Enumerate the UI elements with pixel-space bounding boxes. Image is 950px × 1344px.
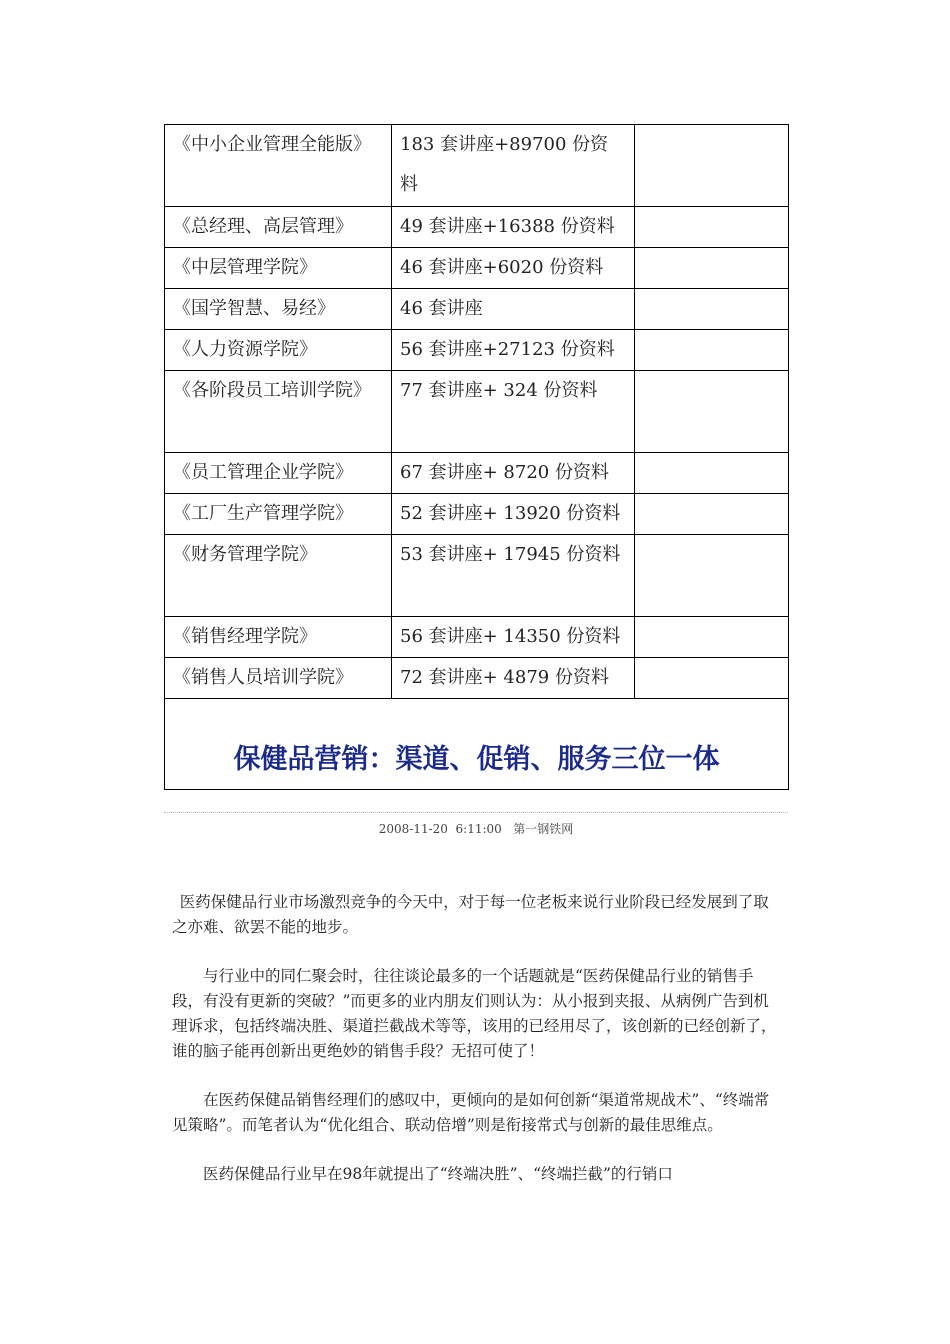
- course-table: [164, 124, 789, 790]
- article-paragraph: 在医药保健品销售经理们的感叹中，更倾向的是如何创新“渠道常规战术”、“终端常见策略”。而笔者认为“优化组合、联动倍增”则是衔接常式与创新的最佳思维点。: [172, 1091, 770, 1134]
- course-name-cell: 《中小企业管理全能版》: [165, 125, 392, 207]
- table-row: [165, 453, 789, 494]
- course-note-cell: [635, 453, 789, 494]
- headline-row: [165, 699, 789, 790]
- course-content-cell: 183 套讲座+89700 份资料: [392, 125, 635, 207]
- table-row: [165, 207, 789, 248]
- course-name-cell: 《销售人员培训学院》: [165, 658, 392, 699]
- course-name-cell: 《中层管理学院》: [165, 248, 392, 289]
- course-note-cell: [635, 207, 789, 248]
- course-name-cell: 《员工管理企业学院》: [165, 453, 392, 494]
- divider: [164, 812, 788, 813]
- course-content-cell: 56 套讲座+ 14350 份资料: [392, 617, 635, 658]
- article-paragraph: 医药保健品行业早在98年就提出了“终端决胜”、“终端拦截”的行销口: [203, 1165, 673, 1183]
- course-note-cell: [635, 658, 789, 699]
- article-meta: 2008-11-20 6:11:00 第一钢铁网: [378, 822, 574, 836]
- article-body: [172, 890, 780, 1211]
- course-name-cell: 《总经理、高层管理》: [165, 207, 392, 248]
- table-row: [165, 617, 789, 658]
- course-name-cell: 《人力资源学院》: [165, 330, 392, 371]
- course-content-cell: 46 套讲座+6020 份资料: [392, 248, 635, 289]
- table-row: [165, 535, 789, 617]
- course-note-cell: [635, 371, 789, 453]
- article-headline: 保健品营销：渠道、促销、服务三位一体: [233, 744, 720, 775]
- course-content-cell: 56 套讲座+27123 份资料: [392, 330, 635, 371]
- course-note-cell: [635, 330, 789, 371]
- table-row: [165, 289, 789, 330]
- course-note-cell: [635, 535, 789, 617]
- table-row: [165, 494, 789, 535]
- course-name-cell: 《财务管理学院》: [165, 535, 392, 617]
- course-name-cell: 《销售经理学院》: [165, 617, 392, 658]
- course-content-cell: 72 套讲座+ 4879 份资料: [392, 658, 635, 699]
- course-content-cell: 46 套讲座: [392, 289, 635, 330]
- course-content-cell: 49 套讲座+16388 份资料: [392, 207, 635, 248]
- article-paragraph: 与行业中的同仁聚会时，往往谈论最多的一个话题就是“医药保健品行业的销售手段，有没有更新的突破？”而更多的业内朋友们则认为：从小报到夹报、从病例广告到机理诉求，包括终端决胜、渠道拦截战术等等，该用的已经用尽了，该创新的已经创新了，谁的脑子能再创新出更绝妙的销售手段？无招可使了！: [172, 967, 777, 1060]
- article-paragraph: 医药保健品行业市场激烈竞争的今天中，对于每一位老板来说行业阶段已经发展到了取之亦难、欲罢不能的地步。: [172, 893, 769, 936]
- table-row: [165, 248, 789, 289]
- course-content-cell: 77 套讲座+ 324 份资料: [392, 371, 635, 453]
- course-content-cell: 53 套讲座+ 17945 份资料: [392, 535, 635, 617]
- course-note-cell: [635, 248, 789, 289]
- course-content-cell: 52 套讲座+ 13920 份资料: [392, 494, 635, 535]
- course-note-cell: [635, 617, 789, 658]
- table-row: [165, 371, 789, 453]
- course-name-cell: 《国学智慧、易经》: [165, 289, 392, 330]
- course-name-cell: 《工厂生产管理学院》: [165, 494, 392, 535]
- course-note-cell: [635, 289, 789, 330]
- course-content-cell: 67 套讲座+ 8720 份资料: [392, 453, 635, 494]
- headline-cell: [165, 699, 789, 790]
- course-note-cell: [635, 125, 789, 207]
- table-row: [165, 330, 789, 371]
- table-row: [165, 125, 789, 207]
- course-note-cell: [635, 494, 789, 535]
- course-name-cell: 《各阶段员工培训学院》: [165, 371, 392, 453]
- table-row: [165, 658, 789, 699]
